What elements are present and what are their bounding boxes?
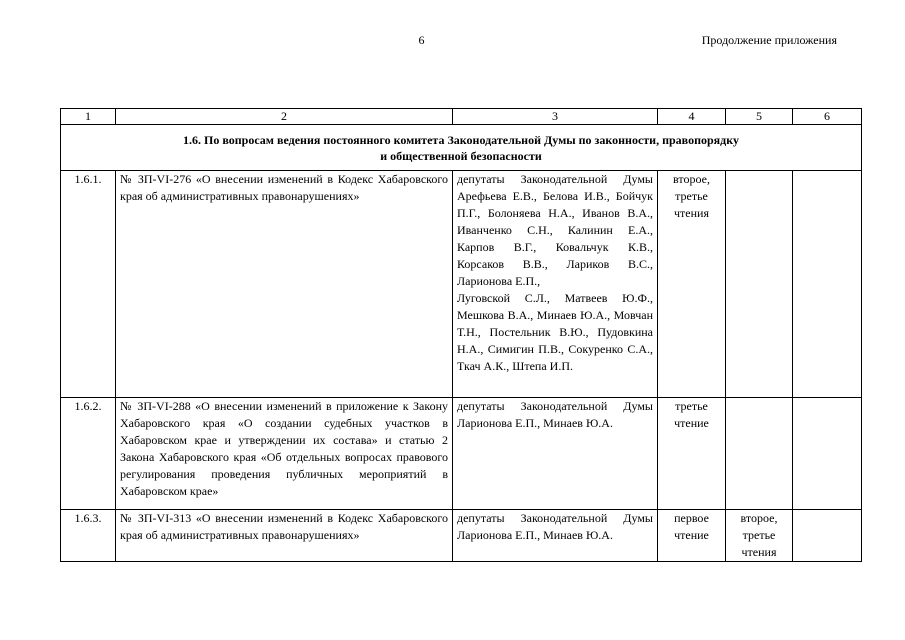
- column-header: 4: [658, 109, 726, 125]
- reading-stage-next: второе, третье чтения: [726, 510, 793, 562]
- section-heading-line: 1.6. По вопросам ведения постоянного комитета Законодательной Думы по законности, правопорядку: [183, 133, 739, 147]
- authors-paragraph: депутаты Законодательной Думы Арефьева Е.В., Белова И.В., Бойчук П.Г., Болоняева Н.А., Иванов В.А., Иванченко С.Н., Калинин Е.А., Карпов В.Г., Ковальчук К.В., Корсаков В.В., Лариков В.С., Ларионова Е.П.,: [457, 172, 653, 288]
- reading-stage-next: [726, 398, 793, 510]
- column-header: 2: [116, 109, 453, 125]
- bill-description: № ЗП-VI-288 «О внесении изменений в приложение к Закону Хабаровского края «О создании судебных участков в Хабаровском крае и утверждении их состава» и статью 2 Закона Хабаровского края «Об отдельных вопросах правового регулирования проведения публичных мероприятий в Хабаровском крае»: [116, 398, 453, 510]
- item-number: 1.6.2.: [61, 398, 116, 510]
- table-row: [61, 510, 862, 562]
- column-number-row: [61, 109, 862, 125]
- bill-authors: депутаты Законодательной Думы Ларионова Е.П., Минаев Ю.А.: [453, 510, 658, 562]
- section-heading: [61, 125, 862, 171]
- item-number: 1.6.3.: [61, 510, 116, 562]
- column-header: 3: [453, 109, 658, 125]
- column-header: 6: [793, 109, 862, 125]
- continuation-label: Продолжение приложения: [701, 33, 837, 47]
- bill-authors: [453, 171, 658, 398]
- bill-description: № ЗП-VI-313 «О внесении изменений в Кодекс Хабаровского края об административных правонарушениях»: [116, 510, 453, 562]
- reading-stage: первое чтение: [658, 510, 726, 562]
- table-row: [61, 171, 862, 398]
- bill-authors: депутаты Законодательной Думы Ларионова Е.П., Минаев Ю.А.: [453, 398, 658, 510]
- reading-stage-next: [726, 171, 793, 398]
- reading-stage: третье чтение: [658, 398, 726, 510]
- section-heading-row: [61, 125, 862, 171]
- reading-stage: второе, третье чтения: [658, 171, 726, 398]
- page-number: 6: [418, 33, 425, 47]
- notes-cell: [793, 398, 862, 510]
- authors-paragraph: Луговской С.Л., Матвеев Ю.Ф., Мешкова В.А., Минаев Ю.А., Мовчан Т.Н., Постельник В.Ю., Пудовкина Н.А., Симигин П.В., Сокуренко С.А., Ткач А.К., Штепа И.П.: [457, 291, 653, 373]
- bill-description: № ЗП-VI-276 «О внесении изменений в Кодекс Хабаровского края об административных правонарушениях»: [116, 171, 453, 398]
- agenda-table: [60, 108, 862, 562]
- notes-cell: [793, 510, 862, 562]
- item-number: 1.6.1.: [61, 171, 116, 398]
- column-header: 1: [61, 109, 116, 125]
- section-heading-line: и общественной безопасности: [380, 149, 542, 163]
- column-header: 5: [726, 109, 793, 125]
- notes-cell: [793, 171, 862, 398]
- table-row: [61, 398, 862, 510]
